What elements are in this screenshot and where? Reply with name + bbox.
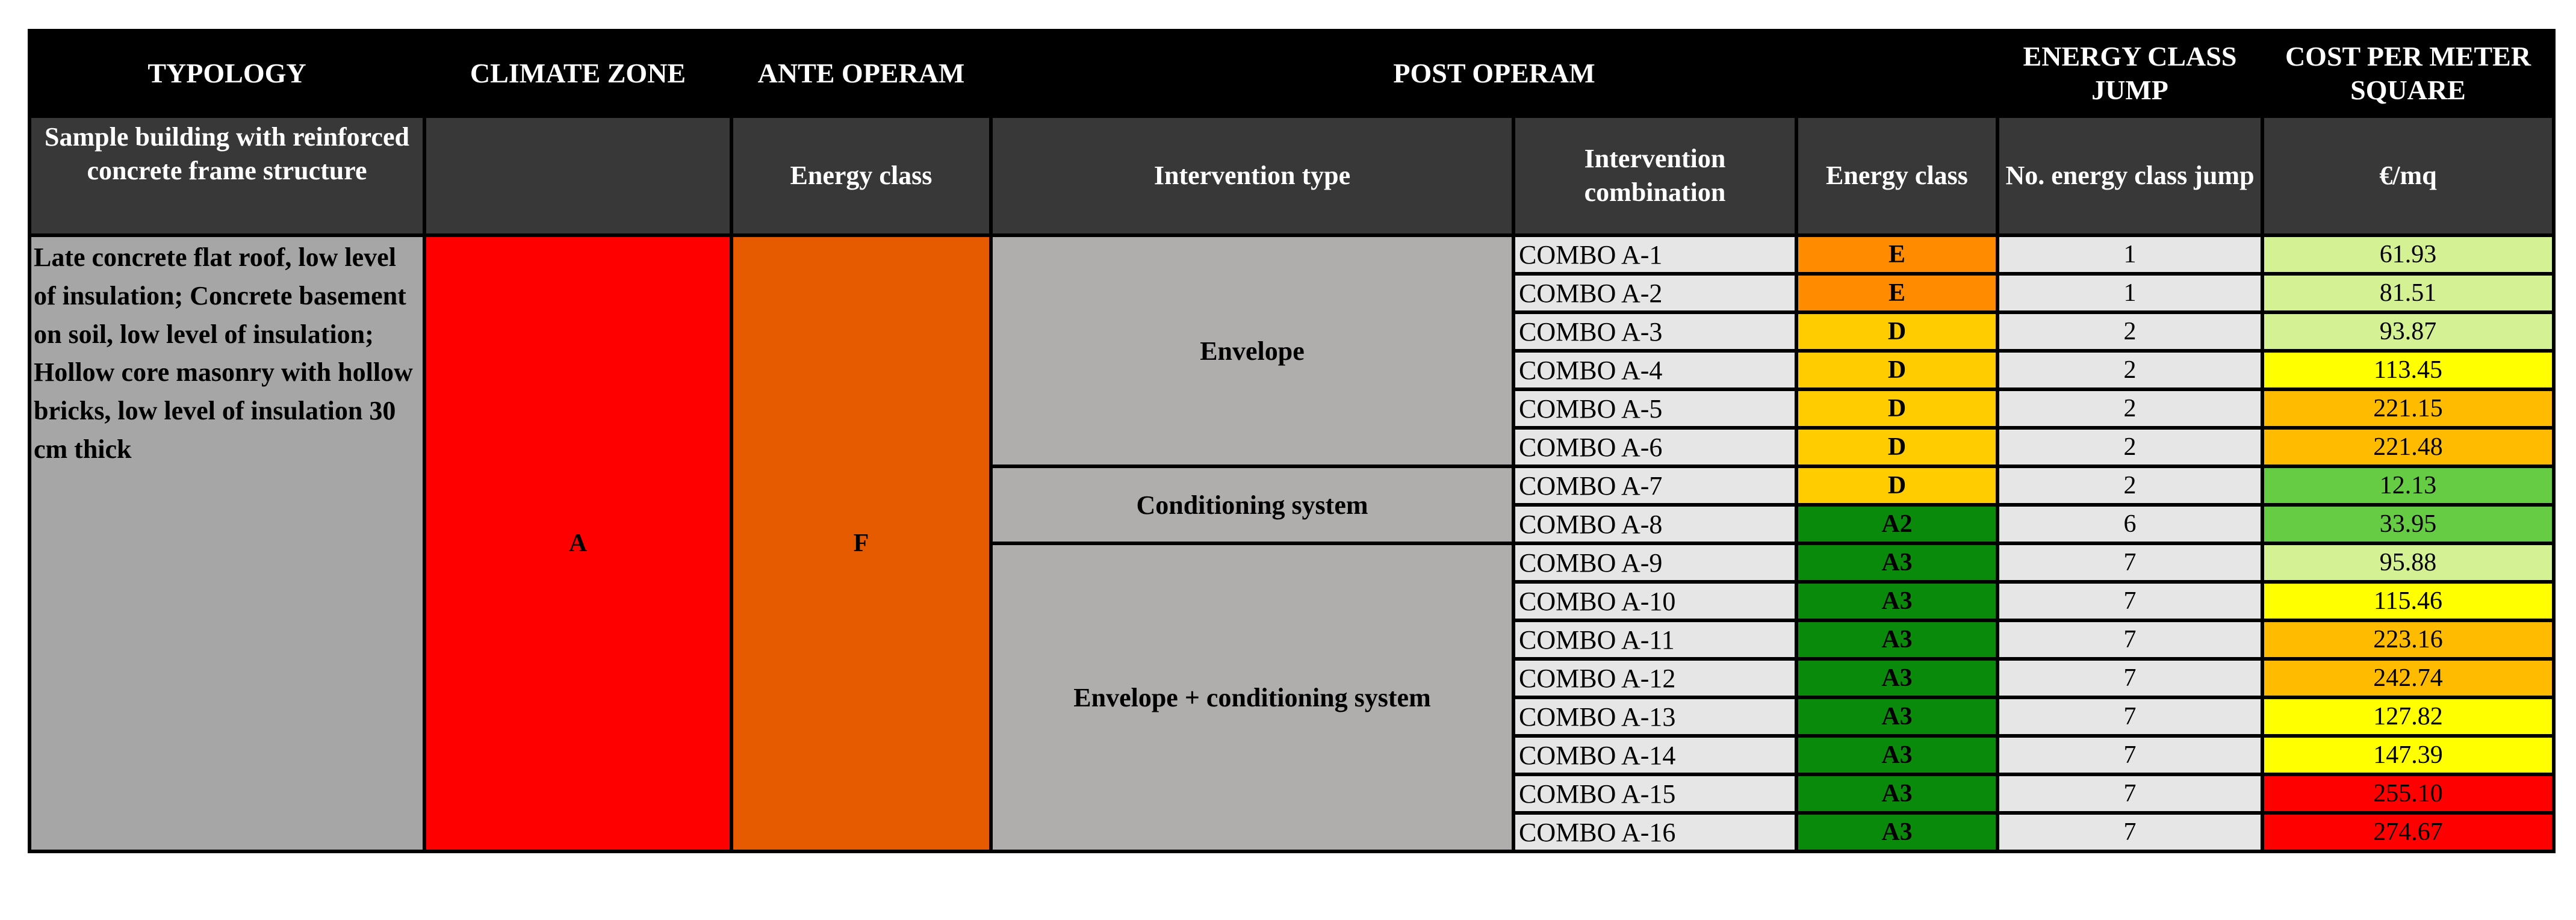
intervention-combination-subheader: Intervention combination xyxy=(1513,116,1796,235)
typology-subheader: Sample building with reinforced concrete frame structure xyxy=(29,116,424,235)
energy-class-jump-cell: 7 xyxy=(1997,813,2262,851)
climate-zone-subheader xyxy=(424,116,731,235)
climate-zone-header: CLIMATE ZONE xyxy=(424,31,731,116)
ante-energy-class-subheader: Energy class xyxy=(731,116,991,235)
energy-class-cell: D xyxy=(1796,351,1997,389)
energy-class-jump-header: ENERGY CLASS JUMP xyxy=(1997,31,2262,116)
subheader-row xyxy=(29,116,2554,235)
cost-cell: 113.45 xyxy=(2262,351,2554,389)
energy-class-jump-cell: 6 xyxy=(1997,505,2262,543)
cost-cell: 81.51 xyxy=(2262,274,2554,312)
energy-class-cell: D xyxy=(1796,466,1997,505)
intervention-combination-cell: COMBO A-4 xyxy=(1513,351,1796,389)
energy-class-cell: D xyxy=(1796,389,1997,428)
intervention-combination-cell: COMBO A-10 xyxy=(1513,582,1796,620)
cost-cell: 274.67 xyxy=(2262,813,2554,851)
cost-cell: 33.95 xyxy=(2262,505,2554,543)
cost-cell: 221.48 xyxy=(2262,428,2554,466)
cost-unit-subheader: €/mq xyxy=(2262,116,2554,235)
energy-class-jump-cell: 7 xyxy=(1997,543,2262,582)
energy-class-cell: D xyxy=(1796,428,1997,466)
cost-cell: 147.39 xyxy=(2262,736,2554,774)
energy-class-cell: A3 xyxy=(1796,620,1997,659)
energy-class-cell: E xyxy=(1796,274,1997,312)
cost-cell: 242.74 xyxy=(2262,659,2554,697)
energy-class-jump-cell: 2 xyxy=(1997,389,2262,428)
intervention-type-cell: Envelope + conditioning system xyxy=(991,543,1513,851)
energy-class-cell: D xyxy=(1796,312,1997,351)
energy-class-cell: E xyxy=(1796,235,1997,274)
intervention-combination-cell: COMBO A-13 xyxy=(1513,697,1796,736)
intervention-combination-cell: COMBO A-1 xyxy=(1513,235,1796,274)
intervention-combination-cell: COMBO A-8 xyxy=(1513,505,1796,543)
cost-cell: 115.46 xyxy=(2262,582,2554,620)
energy-class-jump-cell: 2 xyxy=(1997,466,2262,505)
intervention-combination-cell: COMBO A-11 xyxy=(1513,620,1796,659)
energy-class-cell: A3 xyxy=(1796,774,1997,813)
energy-class-jump-cell: 7 xyxy=(1997,736,2262,774)
energy-class-jump-cell: 7 xyxy=(1997,620,2262,659)
table-row xyxy=(29,235,2554,274)
intervention-type-cell: Envelope xyxy=(991,235,1513,466)
energy-class-jump-cell: 2 xyxy=(1997,312,2262,351)
cost-cell: 95.88 xyxy=(2262,543,2554,582)
cost-per-meter-square-header: COST PER METER SQUARE xyxy=(2262,31,2554,116)
energy-class-table xyxy=(28,29,2556,853)
climate-zone-value: A xyxy=(424,235,731,851)
energy-class-cell: A3 xyxy=(1796,659,1997,697)
intervention-combination-cell: COMBO A-5 xyxy=(1513,389,1796,428)
energy-class-jump-cell: 7 xyxy=(1997,697,2262,736)
cost-cell: 255.10 xyxy=(2262,774,2554,813)
energy-class-jump-cell: 7 xyxy=(1997,582,2262,620)
energy-class-cell: A3 xyxy=(1796,582,1997,620)
energy-class-jump-cell: 2 xyxy=(1997,428,2262,466)
intervention-combination-cell: COMBO A-2 xyxy=(1513,274,1796,312)
energy-class-cell: A2 xyxy=(1796,505,1997,543)
intervention-combination-cell: COMBO A-9 xyxy=(1513,543,1796,582)
energy-class-cell: A3 xyxy=(1796,736,1997,774)
header-row xyxy=(29,31,2554,116)
cost-cell: 127.82 xyxy=(2262,697,2554,736)
energy-class-cell: A3 xyxy=(1796,543,1997,582)
intervention-type-cell: Conditioning system xyxy=(991,466,1513,543)
typology-description: Late concrete flat roof, low level of insulation; Concrete basement on soil, low level of insulation; Hollow core masonry with hollow bricks, low level of insulation 30 cm thick xyxy=(29,235,424,851)
energy-class-jump-cell: 2 xyxy=(1997,351,2262,389)
energy-class-jump-cell: 7 xyxy=(1997,659,2262,697)
energy-class-jump-cell: 1 xyxy=(1997,235,2262,274)
intervention-type-subheader: Intervention type xyxy=(991,116,1513,235)
intervention-combination-cell: COMBO A-14 xyxy=(1513,736,1796,774)
intervention-combination-cell: COMBO A-7 xyxy=(1513,466,1796,505)
ante-operam-header: ANTE OPERAM xyxy=(731,31,991,116)
energy-class-jump-cell: 7 xyxy=(1997,774,2262,813)
post-operam-header: POST OPERAM xyxy=(991,31,1997,116)
typology-header: TYPOLOGY xyxy=(29,31,424,116)
cost-cell: 61.93 xyxy=(2262,235,2554,274)
cost-cell: 221.15 xyxy=(2262,389,2554,428)
cost-cell: 93.87 xyxy=(2262,312,2554,351)
intervention-combination-cell: COMBO A-3 xyxy=(1513,312,1796,351)
intervention-combination-cell: COMBO A-6 xyxy=(1513,428,1796,466)
energy-class-cell: A3 xyxy=(1796,813,1997,851)
cost-cell: 223.16 xyxy=(2262,620,2554,659)
post-energy-class-subheader: Energy class xyxy=(1796,116,1997,235)
cost-cell: 12.13 xyxy=(2262,466,2554,505)
energy-class-cell: A3 xyxy=(1796,697,1997,736)
energy-class-jump-cell: 1 xyxy=(1997,274,2262,312)
no-energy-class-jump-subheader: No. energy class jump xyxy=(1997,116,2262,235)
intervention-combination-cell: COMBO A-16 xyxy=(1513,813,1796,851)
ante-energy-class-value: F xyxy=(731,235,991,851)
intervention-combination-cell: COMBO A-15 xyxy=(1513,774,1796,813)
intervention-combination-cell: COMBO A-12 xyxy=(1513,659,1796,697)
